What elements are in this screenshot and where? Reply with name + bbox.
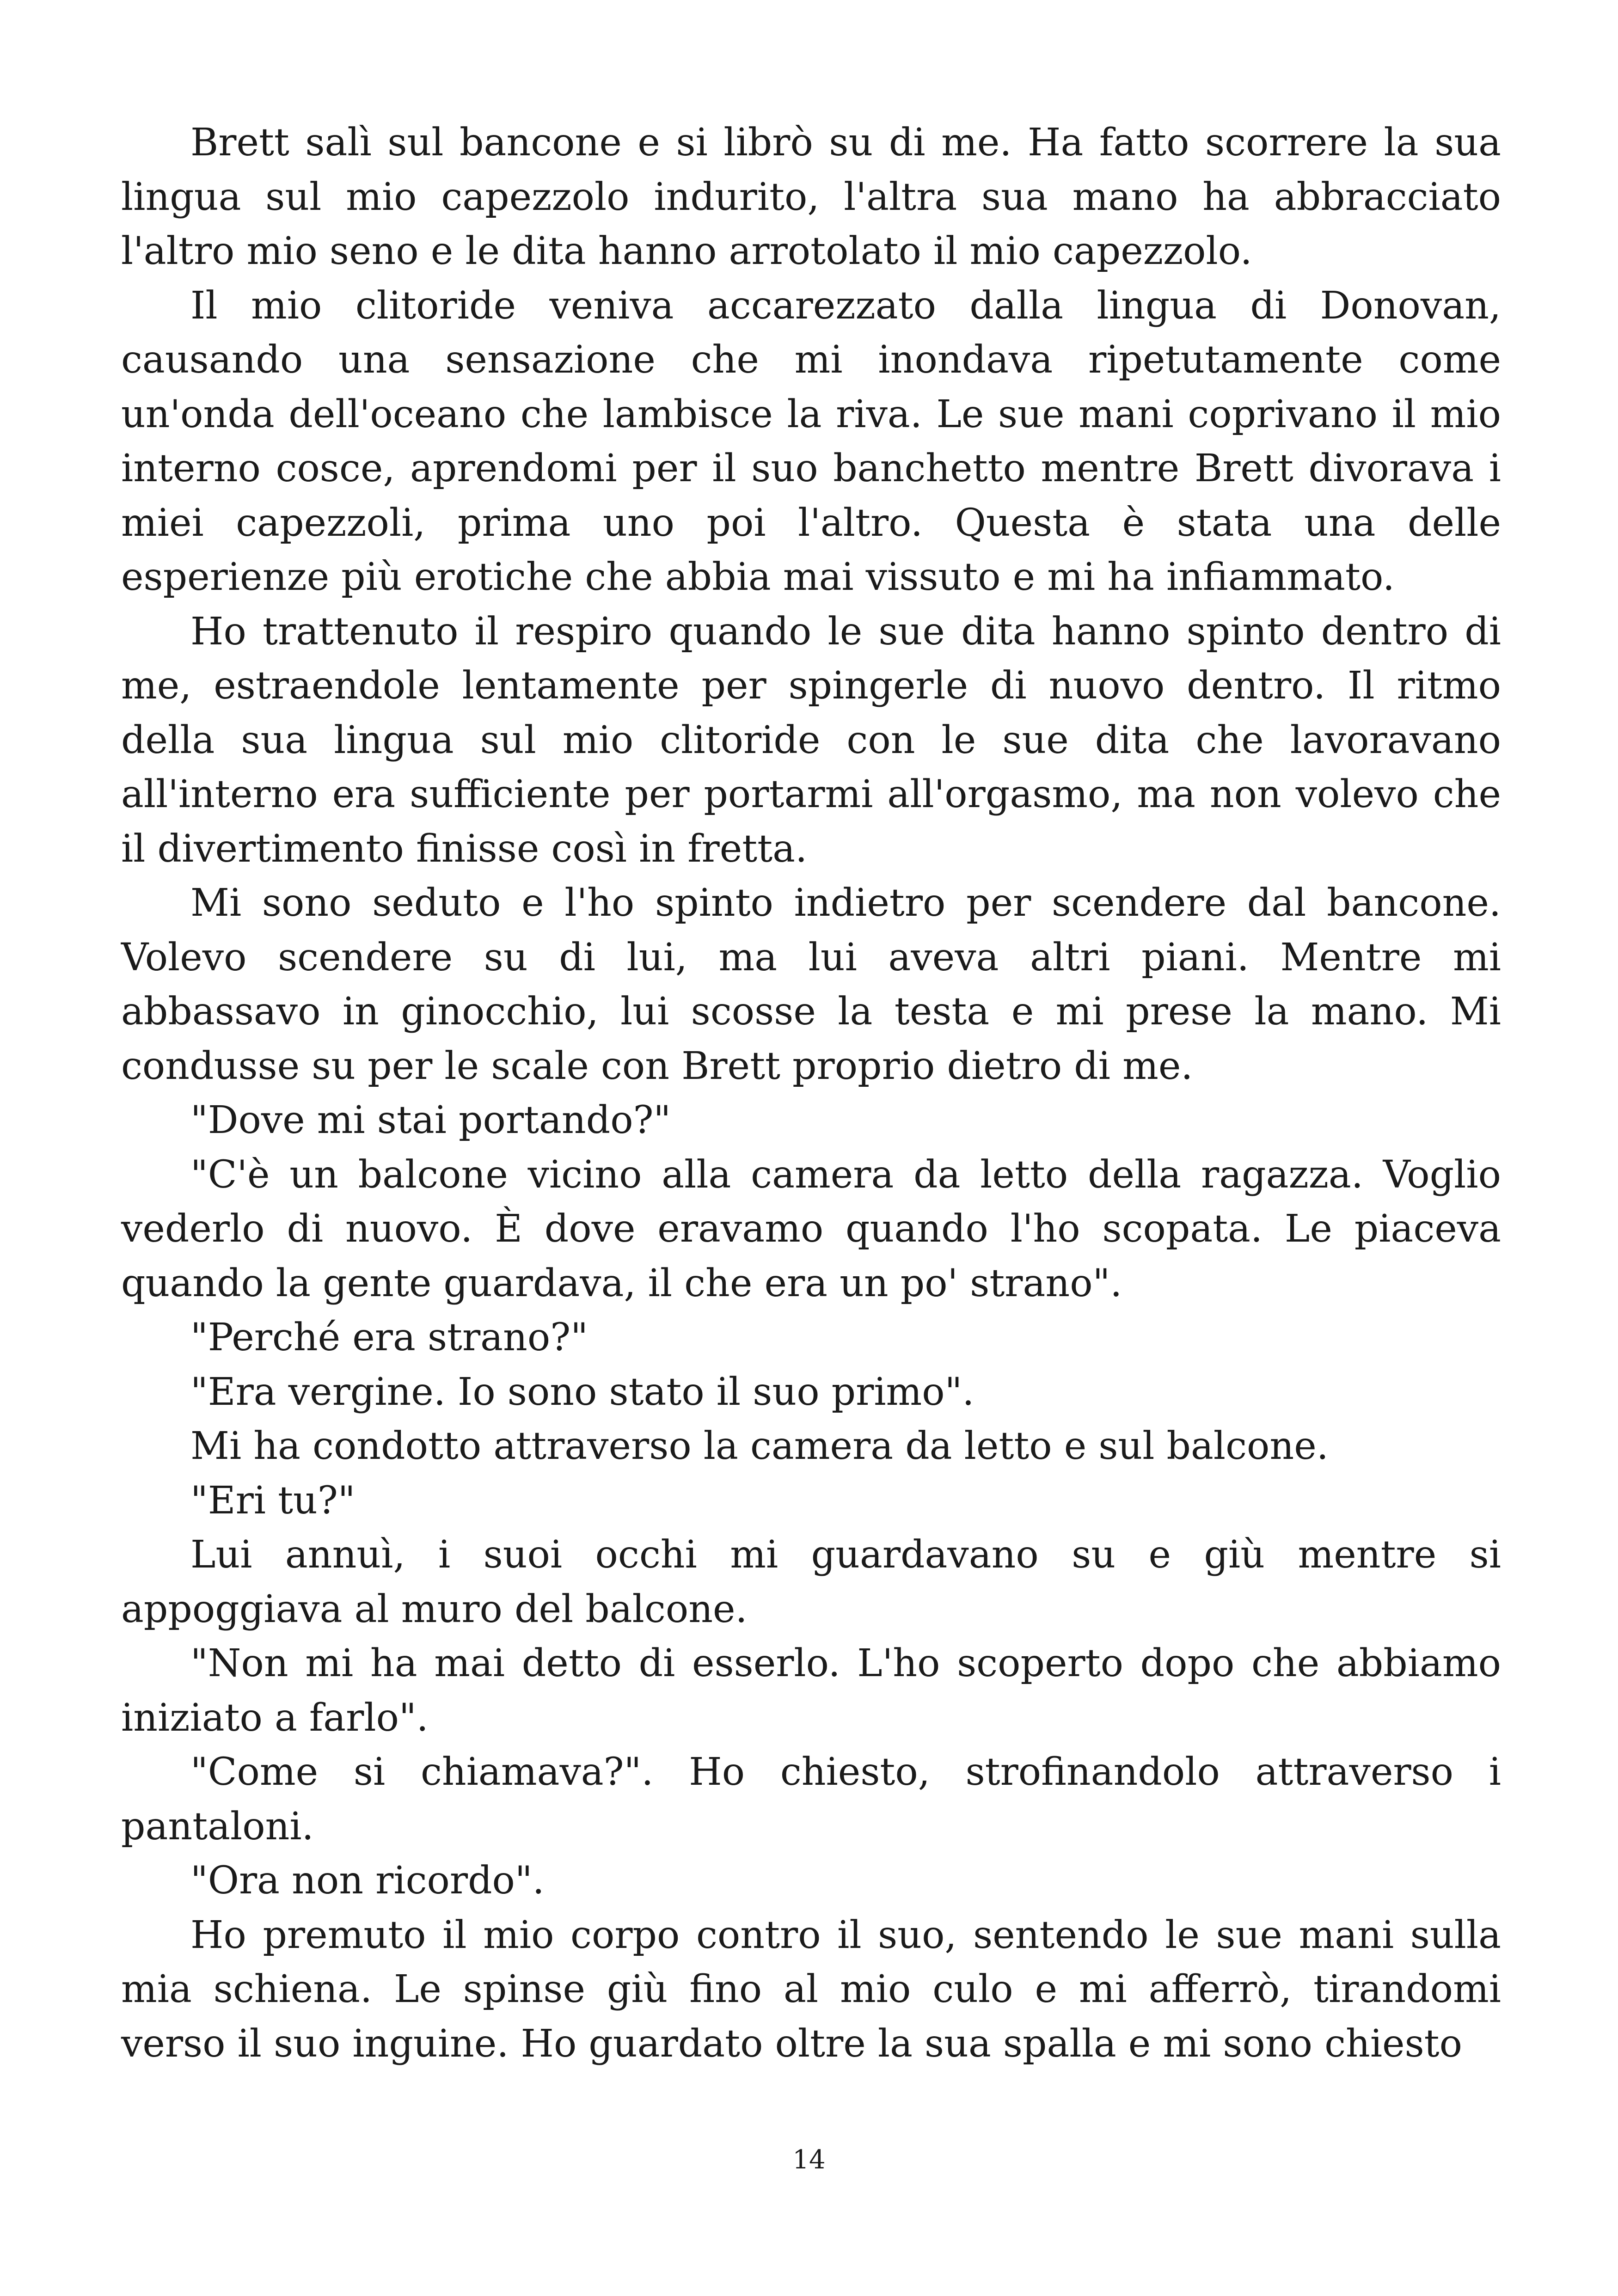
body-text	[121, 116, 1501, 2071]
paragraph: "Eri tu?"	[190, 1478, 355, 1523]
paragraph: "Ora non ricordo".	[190, 1859, 545, 1903]
paragraph: "Perché era strano?"	[190, 1316, 588, 1359]
paragraph: Brett salì sul bancone e si librò su di me. Ha fatto scorrere la sua lingua sul mio capezzolo indurito, l'altra sua mano ha abbracciato l'altro mio seno e le dita hanno arrotolato il mio capezzolo.	[121, 121, 1501, 273]
paragraph: Ho premuto il mio corpo contro il suo, sentendo le sue mani sulla mia schiena. Le spinse giù fino al mio culo e mi afferrò, tirandomi verso il suo inguine. Ho guardato oltre la sua spalla e mi sono chiesto	[121, 1913, 1501, 2066]
paragraph: "Non mi ha mai detto di esserlo. L'ho scoperto dopo che abbiamo iniziato a farlo".	[121, 1641, 1501, 1740]
paragraph: Il mio clitoride veniva accarezzato dalla lingua di Donovan, causando una sensazione che mi inondava ripetutamente come un'onda dell'oceano che lambisce la riva. Le sue mani coprivano il mio interno cosce, aprendomi per il suo banchetto mentre Brett divorava i miei capezzoli, prima uno poi l'altro. Questa è stata una delle esperienze più erotiche che abbia mai vissuto e mi ha infiammato.	[121, 283, 1501, 599]
paragraph: Lui annuì, i suoi occhi mi guardavano su e giù mentre si appoggiava al muro del balcone.	[121, 1533, 1501, 1631]
paragraph: Mi sono seduto e l'ho spinto indietro per scendere dal bancone. Volevo scendere su di lui, ma lui aveva altri piani. Mentre mi abbassavo in ginocchio, lui scosse la testa e mi prese la mano. Mi condusse su per le scale con Brett proprio dietro di me.	[121, 881, 1501, 1088]
paragraph: "Era vergine. Io sono stato il suo primo".	[190, 1370, 974, 1414]
paragraph: Ho trattenuto il respiro quando le sue dita hanno spinto dentro di me, estraendole lentamente per spingerle di nuovo dentro. Il ritmo della sua lingua sul mio clitoride con le sue dita che lavoravano all'interno era sufficiente per portarmi all'orgasmo, ma non volevo che il divertimento finisse così in fretta.	[121, 609, 1501, 871]
page-number: 14	[792, 2145, 826, 2175]
paragraph: "Come si chiamava?". Ho chiesto, strofinandolo attraverso i pantaloni.	[121, 1750, 1501, 1849]
paragraph: "C'è un balcone vicino alla camera da letto della ragazza. Voglio vederlo di nuovo. È dove eravamo quando l'ho scopata. Le piaceva quando la gente guardava, il che era un po' strano".	[121, 1152, 1501, 1305]
paragraph: Mi ha condotto attraverso la camera da letto e sul balcone.	[190, 1424, 1329, 1468]
paragraph: "Dove mi stai portando?"	[190, 1098, 671, 1142]
